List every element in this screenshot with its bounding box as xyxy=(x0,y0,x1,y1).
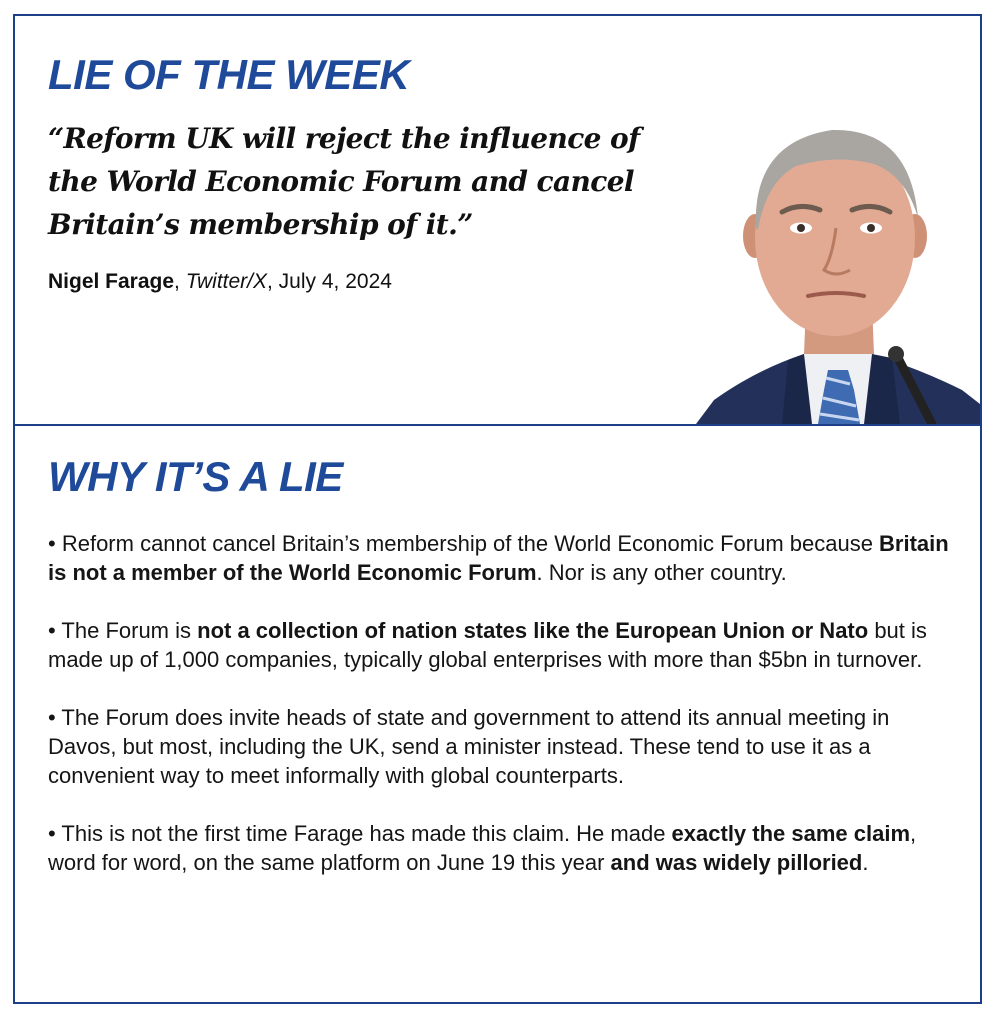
bullet: • xyxy=(48,821,62,846)
quote-date: , July 4, 2024 xyxy=(267,270,392,293)
lie-of-the-week-card xyxy=(13,14,982,1004)
list-item xyxy=(48,703,963,790)
point-text: . Nor is any other country. xyxy=(536,560,787,585)
attribution-separator: , xyxy=(174,270,186,293)
explanation-list xyxy=(48,529,963,906)
list-item xyxy=(48,819,963,877)
lie-of-the-week-title: LIE OF THE WEEK xyxy=(48,51,410,98)
bullet: • xyxy=(48,531,62,556)
point-emphasis: exactly the same claim xyxy=(671,821,911,846)
source-platform: Twitter/X xyxy=(185,270,268,293)
point-emphasis: Britain is not a member of the World Economic Forum xyxy=(48,531,949,585)
point-text: , word for word, on the same platform on June 19 this year xyxy=(48,821,917,875)
speaker-portrait-icon xyxy=(696,108,980,424)
point-text: The Forum does invite heads of state and government to attend its annual meeting in Davos, but most, including the UK, send a minister instead. These tend to use it as a convenient way to meet informally with global counterparts. xyxy=(48,705,890,788)
speaker-portrait xyxy=(696,108,980,424)
section-divider xyxy=(15,424,980,426)
point-text: . xyxy=(862,850,869,875)
point-text: The Forum is xyxy=(61,618,198,643)
list-item xyxy=(48,529,963,587)
claim-quote: “Reform UK will reject the influence of the World Economic Forum and cancel Britain’s membership of it.” xyxy=(48,122,640,241)
quote-attribution xyxy=(48,268,392,296)
why-its-a-lie-title: WHY IT’S A LIE xyxy=(48,453,343,500)
point-text: This is not the first time Farage has made this claim. He made xyxy=(61,821,672,846)
speaker-name: Nigel Farage xyxy=(48,270,175,293)
point-text: but is made up of 1,000 companies, typically global enterprises with more than $5bn in turnover. xyxy=(48,618,927,672)
list-item xyxy=(48,616,963,674)
point-emphasis: not a collection of nation states like the European Union or Nato xyxy=(197,618,869,643)
bullet: • xyxy=(48,618,62,643)
point-emphasis: and was widely pilloried xyxy=(610,850,863,875)
bullet: • xyxy=(48,705,62,730)
point-text: Reform cannot cancel Britain’s membership of the World Economic Forum because xyxy=(61,531,880,556)
